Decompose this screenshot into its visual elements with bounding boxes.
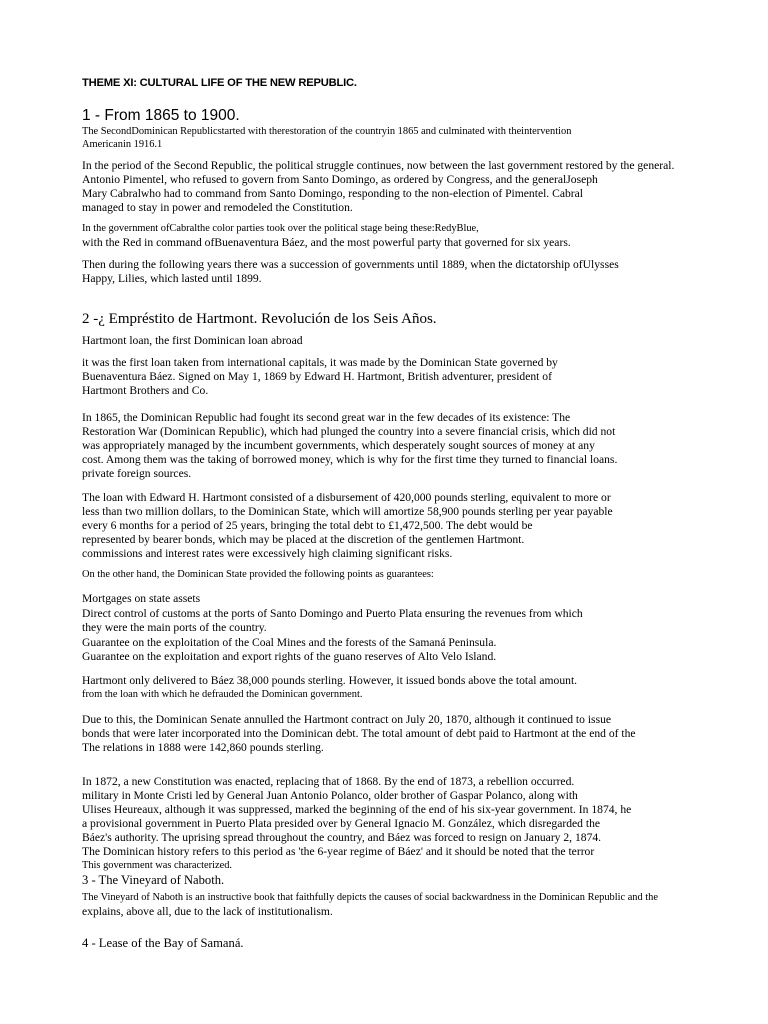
section-2-paragraph-3-line: less than two million dollars, to the Dominican State, which will amortize 58,900 pounds sterling per year payable — [82, 505, 613, 518]
section-2-paragraph-3-line: commissions and interest rates were excessively high claiming significant risks. — [82, 547, 453, 560]
section-2-guarantee-item: Mortgages on state assets — [82, 592, 201, 605]
section-2-guarantee-item: Guarantee on the exploitation of the Coal Mines and the forests of the Samaná Peninsula. — [82, 636, 497, 649]
section-1-paragraph-2-line: managed to stay in power and remodeled the Constitution. — [82, 201, 353, 214]
section-4-heading: 4 - Lease of the Bay of Samaná. — [82, 936, 244, 950]
section-1-paragraph-3-line: with the Red in command ofBuenaventura Báez, and the most powerful party that governed for six years. — [82, 236, 571, 249]
section-2-paragraph-2-line: private foreign sources. — [82, 467, 192, 480]
section-2-paragraph-3-line: The loan with Edward H. Hartmont consisted of a disbursement of 420,000 pounds sterling, equivalent to more or — [82, 491, 611, 504]
section-2-paragraph-2-line: In 1865, the Dominican Republic had fought its second great war in the few decades of its existence: The — [82, 411, 571, 424]
section-2-guarantee-item: Direct control of customs at the ports of Santo Domingo and Puerto Plata ensuring the revenues from which — [82, 607, 583, 620]
section-2-paragraph-8-line: military in Monte Cristi led by General Juan Antonio Polanco, older brother of Gaspar Polanco, along with — [82, 789, 578, 802]
section-2-paragraph-8-line: Ulises Heureaux, although it was suppressed, marked the beginning of the end of his six-year government. In 1874, he — [82, 803, 632, 816]
section-2-paragraph-6-line: from the loan with which he defrauded the Dominican government. — [82, 689, 363, 700]
section-2-guarantee-item: they were the main ports of the country. — [82, 621, 267, 634]
section-2-guarantee-item: Guarantee on the exploitation and export rights of the guano reserves of Alto Velo Island. — [82, 650, 497, 663]
section-1-paragraph-2-line: Mary Cabralwho had to command from Santo Domingo, responding to the non-election of Pimentel. Cabral — [82, 187, 584, 200]
section-2-heading: 2 -¿ Empréstito de Hartmont. Revolución de los Seis Años. — [82, 311, 437, 327]
section-2-paragraph-1-line: it was the first loan taken from international capitals, it was made by the Dominican State governed by — [82, 356, 558, 369]
section-3-paragraph-1-line: The Vineyard of Naboth is an instructive book that faithfully depicts the causes of social backwardness in the Dominican Republic and the — [82, 892, 658, 903]
section-2-paragraph-3-line: represented by bearer bonds, which may be placed at the discretion of the gentlemen Hartmont. — [82, 533, 525, 546]
section-2-paragraph-8-line: In 1872, a new Constitution was enacted, replacing that of 1868. By the end of 1873, a rebellion occurred. — [82, 775, 575, 788]
section-1-heading: 1 - From 1865 to 1900. — [82, 107, 240, 124]
section-2-paragraph-8-line: a provisional government in Puerto Plata presided over by General Ignacio M. González, which disregarded the — [82, 817, 601, 830]
section-2-paragraph-8-line: The Dominican history refers to this period as 'the 6-year regime of Báez' and it should be noted that the terror — [82, 845, 595, 858]
section-1-paragraph-1-line: The SecondDominican Republicstarted with therestoration of the countryin 1865 and culminated with theintervention — [82, 126, 572, 137]
section-2-paragraph-1-line: Buenaventura Báez. Signed on May 1, 1869 by Edward H. Hartmont, British adventurer, president of — [82, 370, 552, 383]
section-2-paragraph-7-line: Due to this, the Dominican Senate annulled the Hartmont contract on July 20, 1870, although it continued to issue — [82, 713, 612, 726]
section-2-paragraph-7-line: The relations in 1888 were 142,860 pounds sterling. — [82, 741, 324, 754]
document-title: THEME XI: CULTURAL LIFE OF THE NEW REPUBLIC. — [82, 77, 357, 89]
section-2-subheading: Hartmont loan, the first Dominican loan abroad — [82, 334, 303, 347]
section-1-paragraph-1-line: Americanin 1916.1 — [82, 139, 163, 150]
section-2-paragraph-1-line: Hartmont Brothers and Co. — [82, 384, 209, 397]
section-3-heading: 3 - The Vineyard of Naboth. — [82, 873, 225, 887]
section-2-paragraph-6-line: Hartmont only delivered to Báez 38,000 pounds sterling. However, it issued bonds above the total amount. — [82, 674, 578, 687]
section-2-paragraph-7-line: bonds that were later incorporated into the Dominican debt. The total amount of debt paid to Hartmont at the end of the — [82, 727, 636, 740]
section-2-paragraph-8-line: This government was characterized. — [82, 860, 233, 871]
section-2-paragraph-2-line: cost. Among them was the taking of borrowed money, which is why for the first time they turned to financial loans. — [82, 453, 618, 466]
section-1-paragraph-4-line: Then during the following years there was a succession of governments until 1889, when the dictatorship ofUlysses — [82, 258, 619, 271]
section-2-paragraph-3-line: every 6 months for a period of 25 years, bringing the total debt to £1,472,500. The debt would be — [82, 519, 533, 532]
section-3-paragraph-1-line: explains, above all, due to the lack of institutionalism. — [82, 905, 333, 918]
section-1-paragraph-2-line: Antonio Pimentel, who refused to govern from Santo Domingo, as ordered by Congress, and the generalJoseph — [82, 173, 598, 186]
section-2-paragraph-8-line: Báez's authority. The uprising spread throughout the country, and Báez was forced to resign on January 2, 1874. — [82, 831, 602, 844]
section-1-paragraph-2-line: In the period of the Second Republic, the political struggle continues, now between the last government restored by the general. — [82, 159, 675, 172]
section-2-paragraph-4: On the other hand, the Dominican State provided the following points as guarantees: — [82, 569, 434, 580]
section-1-paragraph-4-line: Happy, Lilies, which lasted until 1899. — [82, 272, 262, 285]
section-2-paragraph-2-line: Restoration War (Dominican Republic), which had plunged the country into a severe financial crisis, which did not — [82, 425, 616, 438]
section-2-paragraph-2-line: was appropriately managed by the incumbent governments, which desperately sought sources of money at any — [82, 439, 595, 452]
section-1-paragraph-3-line: In the government ofCabralthe color parties took over the political stage being these:RedyBlue, — [82, 223, 479, 234]
